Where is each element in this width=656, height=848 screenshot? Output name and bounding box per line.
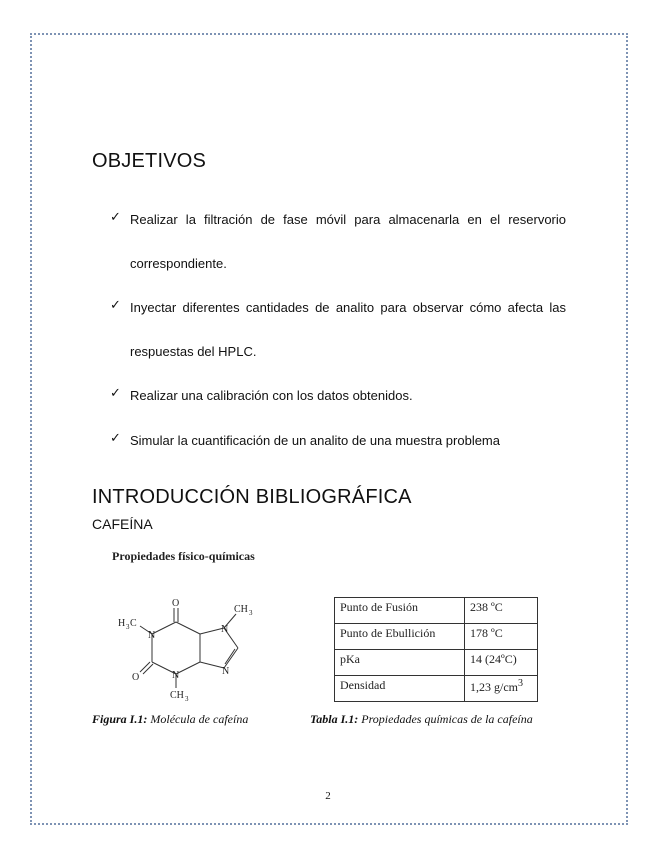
table-row: [335, 676, 538, 702]
oxygen-label: O: [172, 598, 180, 609]
figure-caption-label: Figura I.1:: [92, 712, 148, 726]
objective-line: Inyectar diferentes cantidades de analito para observar cómo afecta las: [130, 300, 566, 315]
objective-line: respuestas del HPLC.: [130, 344, 257, 359]
objective-item: [110, 210, 566, 298]
nitrogen-label: N: [148, 630, 156, 641]
table-row: [335, 598, 538, 624]
objective-item: [110, 386, 566, 431]
checkmark-icon: ✓: [110, 386, 121, 401]
introduction-heading: INTRODUCCIÓN BIBLIOGRÁFICA: [92, 486, 412, 508]
methyl-label: H: [118, 618, 126, 629]
figure-caption-text: Molécula de cafeína: [150, 712, 249, 726]
methyl-label: CH: [170, 690, 184, 701]
objective-line: Realizar una calibración con los datos obtenidos.: [130, 388, 413, 403]
density-exponent: 3: [518, 678, 523, 689]
property-name: pKa: [335, 650, 465, 676]
nitrogen-label: N: [221, 624, 229, 635]
nitrogen-label: N: [222, 666, 230, 677]
methyl-subscript: 3: [126, 623, 130, 631]
objective-line: Realizar la filtración de fase móvil para almacenarla en el reservorio: [130, 212, 566, 227]
objective-item: [110, 298, 566, 386]
table-caption: [310, 712, 533, 727]
table-row: [335, 624, 538, 650]
table-caption-label: Tabla I.1:: [310, 712, 359, 726]
figure-caption: [92, 712, 248, 727]
objective-line: correspondiente.: [130, 256, 227, 271]
checkmark-icon: ✓: [110, 210, 121, 225]
page-number: 2: [325, 790, 331, 802]
property-value: 178 ºC: [465, 624, 538, 650]
caffeine-molecule-diagram: [112, 594, 272, 706]
methyl-subscript: 3: [249, 609, 253, 617]
density-value: 1,23 g/cm: [470, 680, 518, 694]
oxygen-label: O: [132, 672, 140, 683]
properties-table: [334, 597, 538, 702]
objectives-list: [110, 210, 566, 455]
properties-title: Propiedades físico-químicas: [112, 549, 255, 563]
property-value: 14 (24ºC): [465, 650, 538, 676]
methyl-label: CH: [234, 604, 248, 615]
nitrogen-label: N: [172, 670, 180, 681]
methyl-label: C: [130, 618, 137, 629]
table-caption-text: Propiedades químicas de la cafeína: [361, 712, 533, 726]
property-name: Punto de Ebullición: [335, 624, 465, 650]
property-name: Punto de Fusión: [335, 598, 465, 624]
methyl-subscript: 3: [185, 695, 189, 703]
property-name: Densidad: [335, 676, 465, 702]
table-row: [335, 650, 538, 676]
property-value: 238 ºC: [465, 598, 538, 624]
checkmark-icon: ✓: [110, 298, 121, 313]
property-value: [465, 676, 538, 702]
objective-line: Simular la cuantificación de un analito de una muestra problema: [130, 433, 500, 448]
objectives-heading: OBJETIVOS: [92, 150, 207, 172]
objective-item: [110, 431, 566, 455]
caffeine-subheading: CAFEÍNA: [92, 516, 153, 532]
checkmark-icon: ✓: [110, 431, 121, 446]
